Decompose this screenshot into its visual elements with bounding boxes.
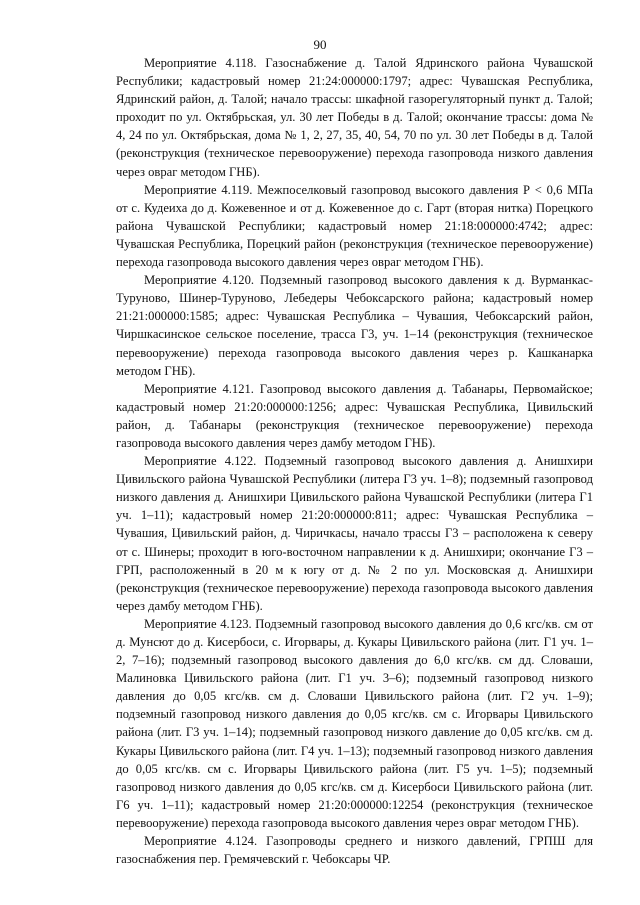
paragraph-measure-4-121: Мероприятие 4.121. Газопровод высокого давления д. Табанары, Первомайское; кадастровый номер 21:20:000000:1256; адрес: Чувашская Республика, Цивильский район, д. Табанары (реконструкция (техническое перевооружение) перехода газопровода высокого давления через дамбу методом ГНБ). <box>116 381 593 450</box>
paragraph-measure-4-119: Мероприятие 4.119. Межпоселковый газопровод высокого давления Р < 0,6 МПа от с. Кудеиха до д. Кожевенное и от д. Кожевенное до с. Гарт (вторая нитка) Порецкого района Чувашской Республики; кадастровый номер 21:18:000000:4742; адрес: Чувашская Республика, Порецкий район (реконструкция (техническое перевооружение) перехода газопровода высокого давления через овраг методом ГНБ). <box>116 182 593 270</box>
page-number: 90 <box>313 37 327 52</box>
document-body <box>116 54 593 868</box>
paragraph-measure-4-122: Мероприятие 4.122. Подземный газопровод высокого давления д. Анишхири Цивильского района Чувашской Республики (литера Г3 уч. 1–8); подземный газопровод низкого давления д. Анишхири Цивильского района Чувашской Республики (литера Г1 уч. 1–11); кадастровый номер 21:20:000000:811; адрес: Чувашская Республика – Чувашия, Цивильский район, д. Чиричкасы, начало трассы Г3 – расположена к северу от с. Шинеры; проходит в юго-восточном направлении к д. Анишхири; окончание Г3 – ГРП, расположенный в 20 м к югу от д. № 2 по ул. Московская д. Анишхири (реконструкция (техническое перевооружение) перехода газопровода высокого давления через дамбу методом ГНБ). <box>116 454 593 613</box>
paragraph-measure-4-120: Мероприятие 4.120. Подземный газопровод высокого давления к д. Вурманкас-Туруново, Шинер-Туруново, Лебедеры Чебоксарского района; кадастровый номер 21:21:000000:1585; адрес: Чувашская Республика – Чувашия, Чебоксарский район, Чиршкасинское сельское поселение, трасса Г3, уч. 1–14 (реконструкция (техническое перевооружение) перехода газопровода высокого давления через р. Кашканарка методом ГНБ). <box>116 273 593 378</box>
paragraph-measure-4-124: Мероприятие 4.124. Газопроводы среднего и низкого давлений, ГРПШ для газоснабжения пер. Гремячевский г. Чебоксары ЧР. <box>116 834 593 867</box>
paragraph-measure-4-123: Мероприятие 4.123. Подземный газопровод высокого давления до 0,6 кгс/кв. см от д. Мунсют до д. Кисербоси, с. Игорвары, д. Кукары Цивильского района (лит. Г1 уч. 1–2, 7–16); подземный газопровод высокого давления до 6,0 кгс/кв. см дд. Словаши, Малиновка Цивильского района (лит. Г1 уч. 3–6); подземный газопровод низкого давления до 0,05 кгс/кв. см д. Словаши Цивильского района (лит. Г2 уч. 1–9); подземный газопровод низкого давления до 0,05 кгс/кв. см с. Игорвары Цивильского района (лит. Г3 уч. 1–14); подземный газопровод низкого давление до 0,05 кгс/кв. см д. Кукары Цивильского района (лит. Г4 уч. 1–13); подземный газопровод низкого давления до 0,05 кгс/кв. см с. Игорвары Цивильского района (лит. Г5 уч. 1–5); подземный газопровод низкого давления до 0,05 кгс/кв. см д. Кисербоси Цивильского района (лит. Г6 уч. 1–11); кадастровый номер 21:20:000000:12254 (реконструкция (техническое перевооружение) перехода газопровода высокого давления через овраг методом ГНБ). <box>116 616 593 830</box>
paragraph-measure-4-118: Мероприятие 4.118. Газоснабжение д. Талой Ядринского района Чувашской Республики; кадастровый номер 21:24:000000:1797; адрес: Чувашская Республика, Ядринский район, д. Талой; начало трассы: шкафной газорегуляторный пункт д. Талой; проходит по ул. Октябрьская, ул. 30 лет Победы в д. Талой; окончание трассы: дома № 4, 24 по ул. Октябрьская, дома № 1, 2, 27, 35, 40, 54, 70 по ул. 30 лет Победы в д. Талой (реконструкция (техническое перевооружение) перехода газопровода низкого давления через овраг методом ГНБ). <box>116 56 593 179</box>
